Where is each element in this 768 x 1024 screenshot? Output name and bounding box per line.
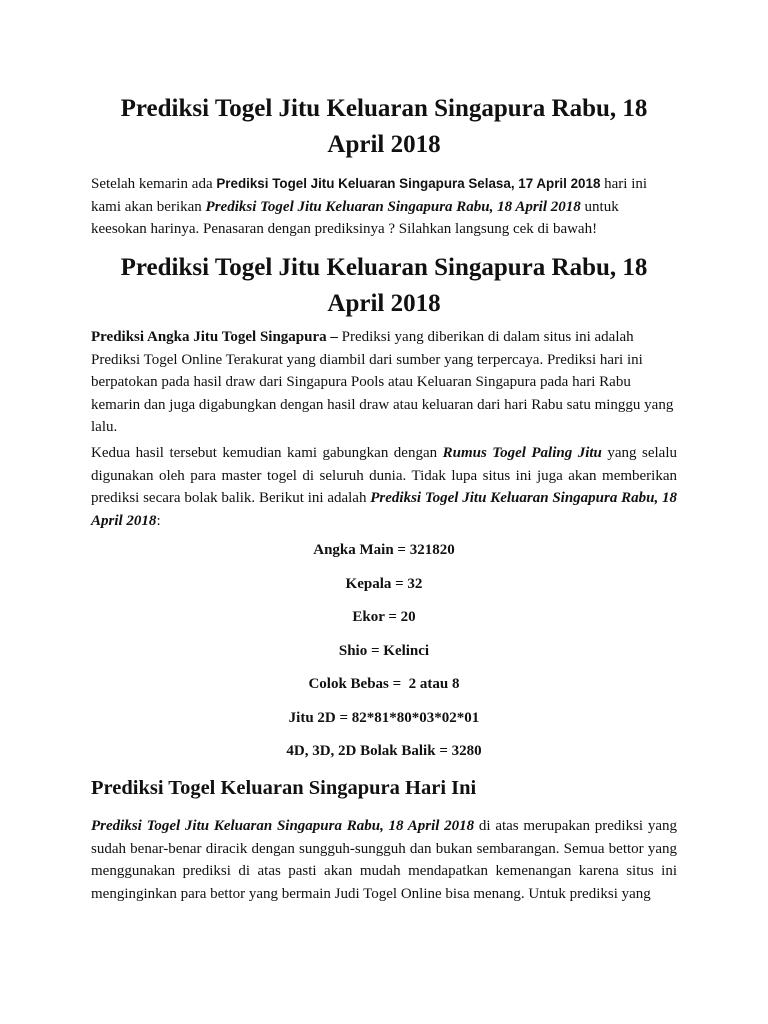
prediction-line: Angka Main = 321820 <box>313 542 455 558</box>
paragraph-3-text: di atas merupakan prediksi yang sudah benar-benar diracik dengan sungguh-sungguh dan bukan sembarangan. Semua bettor yang menggunakan prediksi di atas pasti akan mudah mendapatkan kemenangan karena situs ini menginginkan para bettor yang bermain Judi Togel Online bisa menang. Untuk prediksi yang <box>91 818 677 902</box>
paragraph-2-text-3: : <box>156 512 161 529</box>
prediction-line: Kepala = 32 <box>345 576 423 592</box>
prediction-line: Colok Bebas = 2 atau 8 <box>308 676 460 692</box>
prediction-line: Jitu 2D = 82*81*80*03*02*01 <box>288 710 480 726</box>
section-heading: Prediksi Togel Keluaran Singapura Hari Ini <box>91 777 477 799</box>
paragraph-1 <box>91 326 677 439</box>
paragraph-3 <box>91 815 677 905</box>
prediction-line: 4D, 3D, 2D Bolak Balik = 3280 <box>286 743 482 759</box>
paragraph-1-lead: Prediksi Angka Jitu Togel Singapura – <box>91 329 338 345</box>
section-title: Prediksi Togel Jitu Keluaran Singapura Rabu, 18 April 2018 <box>120 254 648 317</box>
intro-text-1: Setelah kemarin ada <box>91 176 217 192</box>
paragraph-1-text: Prediksi yang diberikan di dalam situs ini adalah Prediksi Togel Online Terakurat yang diambil dari sumber yang terpercaya. Prediksi hari ini berpatokan pada hasil draw dari Singapura Pools atau Keluaran Singapura pada hari Rabu kemarin dan juga digabungkan dengan hasil draw atau keluaran dari hari Rabu satu minggu yang lalu. <box>91 329 674 435</box>
prediction-line: Shio = Kelinci <box>338 643 430 659</box>
page-title: Prediksi Togel Jitu Keluaran Singapura Rabu, 18 April 2018 <box>120 95 648 158</box>
paragraph-2-emphasis-1: Rumus Togel Paling Jitu <box>442 445 602 461</box>
intro-text-2: hari ini kami akan berikan <box>91 176 648 215</box>
paragraph-2-emphasis-2: Prediksi Togel Jitu Keluaran Singapura Rabu, 18 April 2018 <box>91 490 677 529</box>
prediction-line: Ekor = 20 <box>352 609 416 625</box>
intro-emphasis: Prediksi Togel Jitu Keluaran Singapura Rabu, 18 April 2018 <box>205 198 581 215</box>
paragraph-2 <box>91 442 677 532</box>
paragraph-3-emphasis: Prediksi Togel Jitu Keluaran Singapura Rabu, 18 April 2018 <box>91 818 475 834</box>
intro-text-3: untuk keesokan harinya. Penasaran dengan prediksinya ? Silahkan langsung cek di bawah! <box>91 198 619 237</box>
intro-paragraph <box>91 173 677 241</box>
paragraph-2-text-1: Kedua hasil tersebut kemudian kami gabungkan dengan <box>91 445 443 461</box>
paragraph-2-text-2: yang selalu digunakan oleh para master togel di seluruh dunia. Tidak lupa situs ini juga akan memberikan prediksi secara bolak balik. Berikut ini adalah <box>91 445 677 506</box>
intro-previous-link-text: Prediksi Togel Jitu Keluaran Singapura Selasa, 17 April 2018 <box>216 176 601 191</box>
